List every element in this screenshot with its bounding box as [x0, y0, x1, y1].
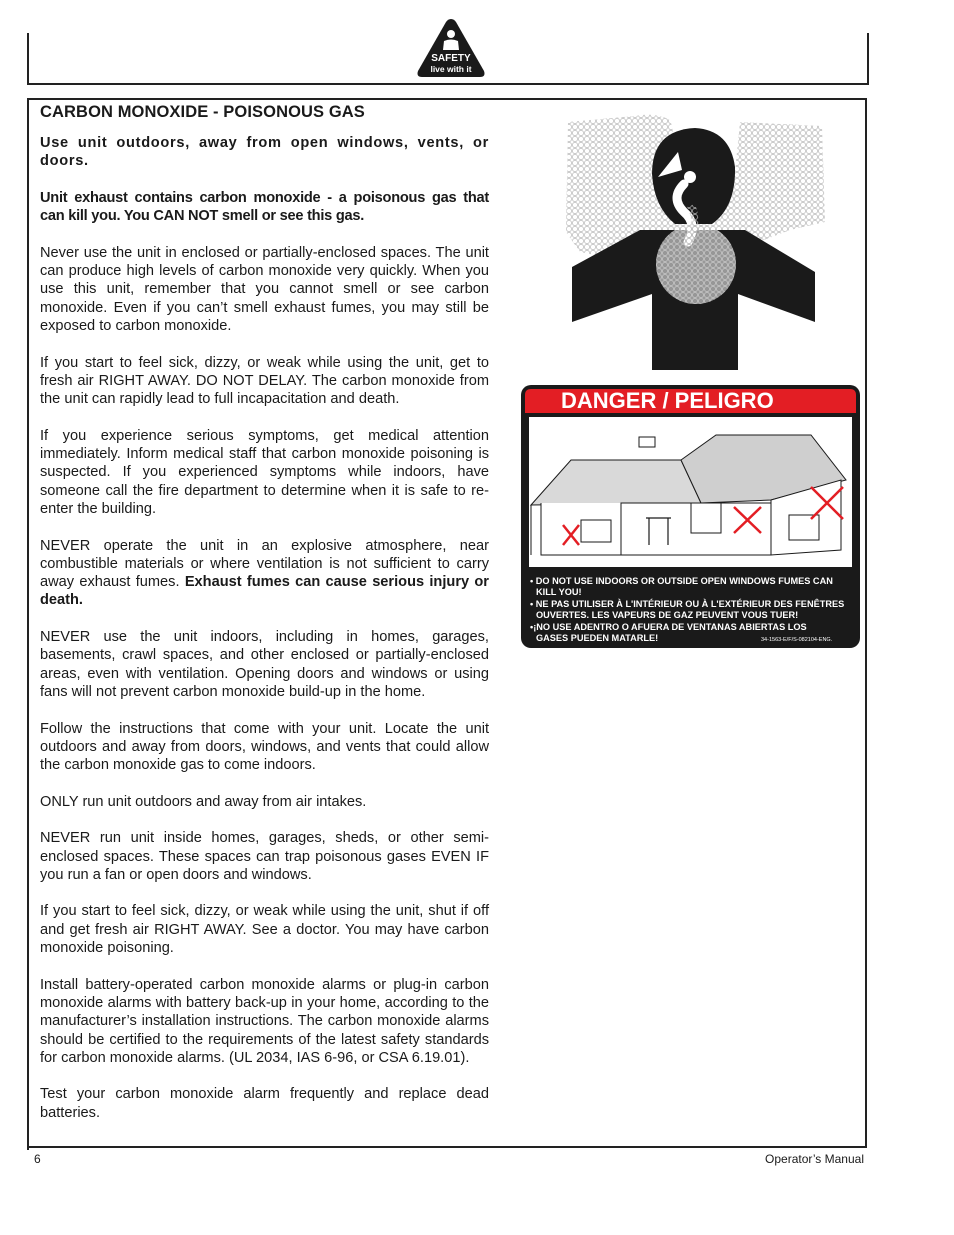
header-rule-left: [27, 33, 29, 85]
manual-title: Operator’s Manual: [765, 1152, 864, 1166]
poison-gas-person-icon: [560, 112, 825, 370]
header-rule-right: [867, 33, 869, 85]
danger-sign-line-1: • DO NOT USE INDOORS OR OUTSIDE OPEN WINDOWS FUMES CAN: [530, 576, 833, 586]
paragraph-exhaust-warning: Unit exhaust contains carbon monoxide - a poisonous gas that can kill you. You CAN NOT smell or see this gas.: [40, 189, 489, 225]
paragraph-feel-sick: If you start to feel sick, dizzy, or weak while using the unit, get to fresh air RIGHT AWAY. DO NOT DELAY. The carbon monoxide from the unit can rapidly lead to full incapacitation and death.: [40, 354, 489, 408]
danger-sign-line-3: • NE PAS UTILISER À L'INTÉRIEUR OU À L'EXTÉRIEUR DES FENÊTRES: [530, 599, 845, 609]
paragraph-explosive-atmosphere: [40, 537, 489, 610]
paragraph-serious-symptoms: If you experience serious symptoms, get medical attention immediately. Inform medical staff that carbon monoxide poisoning is suspected. If you experienced symptoms while indoors, have someone call the fire department to determine when it is safe to re-enter the building.: [40, 427, 489, 517]
danger-sign-code: 34-1563-E/F/S-082104-ENG.: [761, 637, 833, 643]
paragraph-never-indoors: NEVER use the unit indoors, including in homes, garages, basements, crawl spaces, and other enclosed or partially-enclosed areas, even with ventilation. Opening doors and windows or using fans will not prevent carbon monoxide build-up in the home.: [40, 629, 489, 700]
danger-sign-title: DANGER / PELIGRO: [561, 388, 774, 413]
text-column: [40, 103, 489, 1140]
danger-sign-line-6: GASES PUEDEN MATARLE!: [536, 633, 659, 643]
safety-logo-tagline: live with it: [430, 64, 472, 74]
explosive-atmosphere-emphasis: Exhaust fumes can cause serious injury or death.: [40, 574, 489, 609]
danger-sign-line-2: KILL YOU!: [536, 587, 582, 597]
paragraph-only-outdoors: ONLY run unit outdoors and away from air intakes.: [40, 793, 367, 810]
paragraph-install-alarms: Install battery-operated carbon monoxide alarms or plug-in carbon monoxide alarms with battery back-up in your home, according to the manufacturer’s installation instructions. The carbon monoxide alarms should be certified to the requirements of the latest safety standards for carbon monoxide alarms. (UL 2034, IAS 6-96, or CSA 6.19.01).: [40, 976, 489, 1066]
explosive-atmosphere-text: NEVER operate the unit in an explosive atmosphere, near combustible materials or where ventilation is not sufficient to carry away exhaust fumes.: [40, 537, 489, 591]
paragraph-test-alarm: Test your carbon monoxide alarm frequently and replace dead batteries.: [40, 1086, 489, 1121]
section-heading: CARBON MONOXIDE - POISONOUS GAS: [40, 103, 365, 121]
paragraph-shut-off: If you start to feel sick, dizzy, or weak while using the unit, shut if off and get fresh air RIGHT AWAY. See a doctor. You may have carbon monoxide poisoning.: [40, 903, 489, 957]
danger-sign: [521, 385, 860, 648]
danger-sign-line-5: •¡NO USE ADENTRO O AFUERA DE VENTANAS ABIERTAS LOS: [530, 622, 807, 632]
paragraph-semi-enclosed: NEVER run unit inside homes, garages, sheds, or other semi-enclosed spaces. These spaces can trap poisonous gases EVEN IF you run a fan or open doors and windows.: [40, 830, 489, 883]
paragraph-enclosed-spaces: Never use the unit in enclosed or partially-enclosed spaces. The unit can produce high levels of carbon monoxide very quickly. When you use this unit, remember that you cannot smell or see carbon monoxide. Even if you can’t smell exhaust fumes, you may still be exposed to carbon monoxide.: [40, 244, 489, 334]
page-number: 6: [34, 1152, 41, 1166]
paragraph-follow-instructions: Follow the instructions that come with your unit. Locate the unit outdoors and away from doors, windows, and vents that could allow the carbon monoxide gas to come indoors.: [40, 720, 489, 774]
paragraph-outdoors-warning: Use unit outdoors, away from open windows, vents, or doors.: [40, 135, 489, 170]
safety-logo-icon: [416, 17, 486, 79]
danger-sign-line-4: OUVERTES. LES VAPEURS DE GAZ PEUVENT VOUS TUER!: [536, 610, 799, 620]
header-rule-bottom: [27, 83, 869, 85]
safety-logo-word: SAFETY: [431, 53, 471, 64]
content-frame-left-rule: [27, 98, 29, 1150]
